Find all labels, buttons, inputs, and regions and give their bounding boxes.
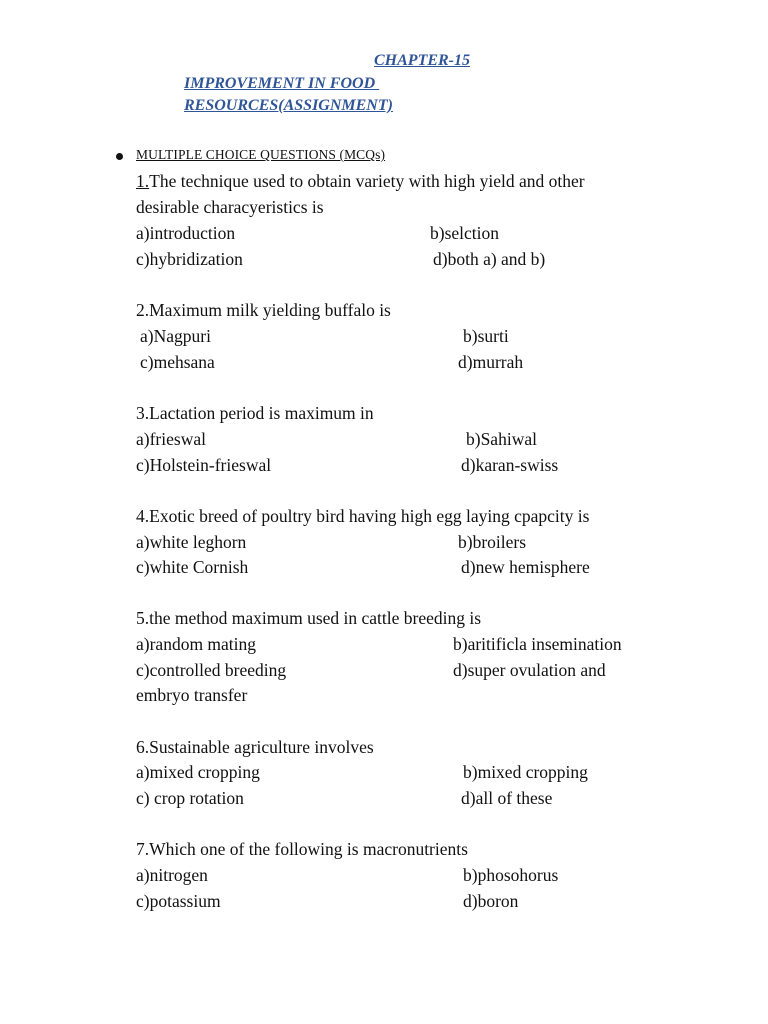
option-c: c)controlled breeding (136, 660, 287, 680)
option-c: c)Holstein-frieswal (136, 455, 272, 475)
option-b: b)aritificla insemination (453, 634, 622, 654)
option-c: c)potassium (136, 891, 221, 911)
option-b: b)broilers (458, 532, 527, 552)
option-a: a)white leghorn (136, 532, 247, 552)
option-a: a)random mating (136, 634, 257, 654)
question-text: 7.Which one of the following is macronutrients (136, 839, 468, 859)
option-c: c)white Cornish (136, 557, 249, 577)
question-text-continued: desirable characyeristics is (136, 197, 324, 217)
question-text: 5.the method maximum used in cattle breeding is (136, 608, 482, 628)
question-text-part: The technique used to obtain variety with high yield and other (149, 171, 585, 191)
option-a: a)introduction (136, 223, 236, 243)
option-c: c) crop rotation (136, 788, 244, 808)
question-text: 3.Lactation period is maximum in (136, 403, 374, 423)
document-title-line1: IMPROVEMENT IN FOOD (184, 75, 380, 92)
document-title-line2: RESOURCES(ASSIGNMENT) (184, 97, 393, 114)
chapter-title: CHAPTER-15 (374, 52, 471, 69)
section-heading: MULTIPLE CHOICE QUESTIONS (MCQs) (136, 147, 386, 162)
bullet-icon (116, 153, 123, 160)
option-c: c)mehsana (140, 352, 215, 372)
question-text: 6.Sustainable agriculture involves (136, 737, 374, 757)
option-d: d)boron (463, 891, 519, 911)
option-b: b)mixed cropping (463, 762, 588, 782)
question-number: 1. (136, 171, 150, 191)
option-d: d)murrah (458, 352, 524, 372)
question-text (136, 171, 585, 192)
option-d: d)karan-swiss (461, 455, 559, 475)
option-b: b)phosohorus (463, 865, 559, 885)
option-d: d)both a) and b) (433, 249, 546, 269)
option-c: c)hybridization (136, 249, 243, 269)
option-d: d)all of these (461, 788, 553, 808)
option-b: b)Sahiwal (466, 429, 537, 449)
option-d: d)super ovulation and (453, 660, 606, 680)
option-a: a)mixed cropping (136, 762, 260, 782)
question-text: 4.Exotic breed of poultry bird having high egg laying cpapcity is (136, 506, 590, 526)
option-a: a)Nagpuri (140, 326, 211, 346)
option-d: d)new hemisphere (461, 557, 590, 577)
question-text: 2.Maximum milk yielding buffalo is (136, 300, 391, 320)
option-b: b)selction (430, 223, 500, 243)
option-d-continued: embryo transfer (136, 685, 248, 705)
option-a: a)nitrogen (136, 865, 208, 885)
option-b: b)surti (463, 326, 509, 346)
option-a: a)frieswal (136, 429, 206, 449)
